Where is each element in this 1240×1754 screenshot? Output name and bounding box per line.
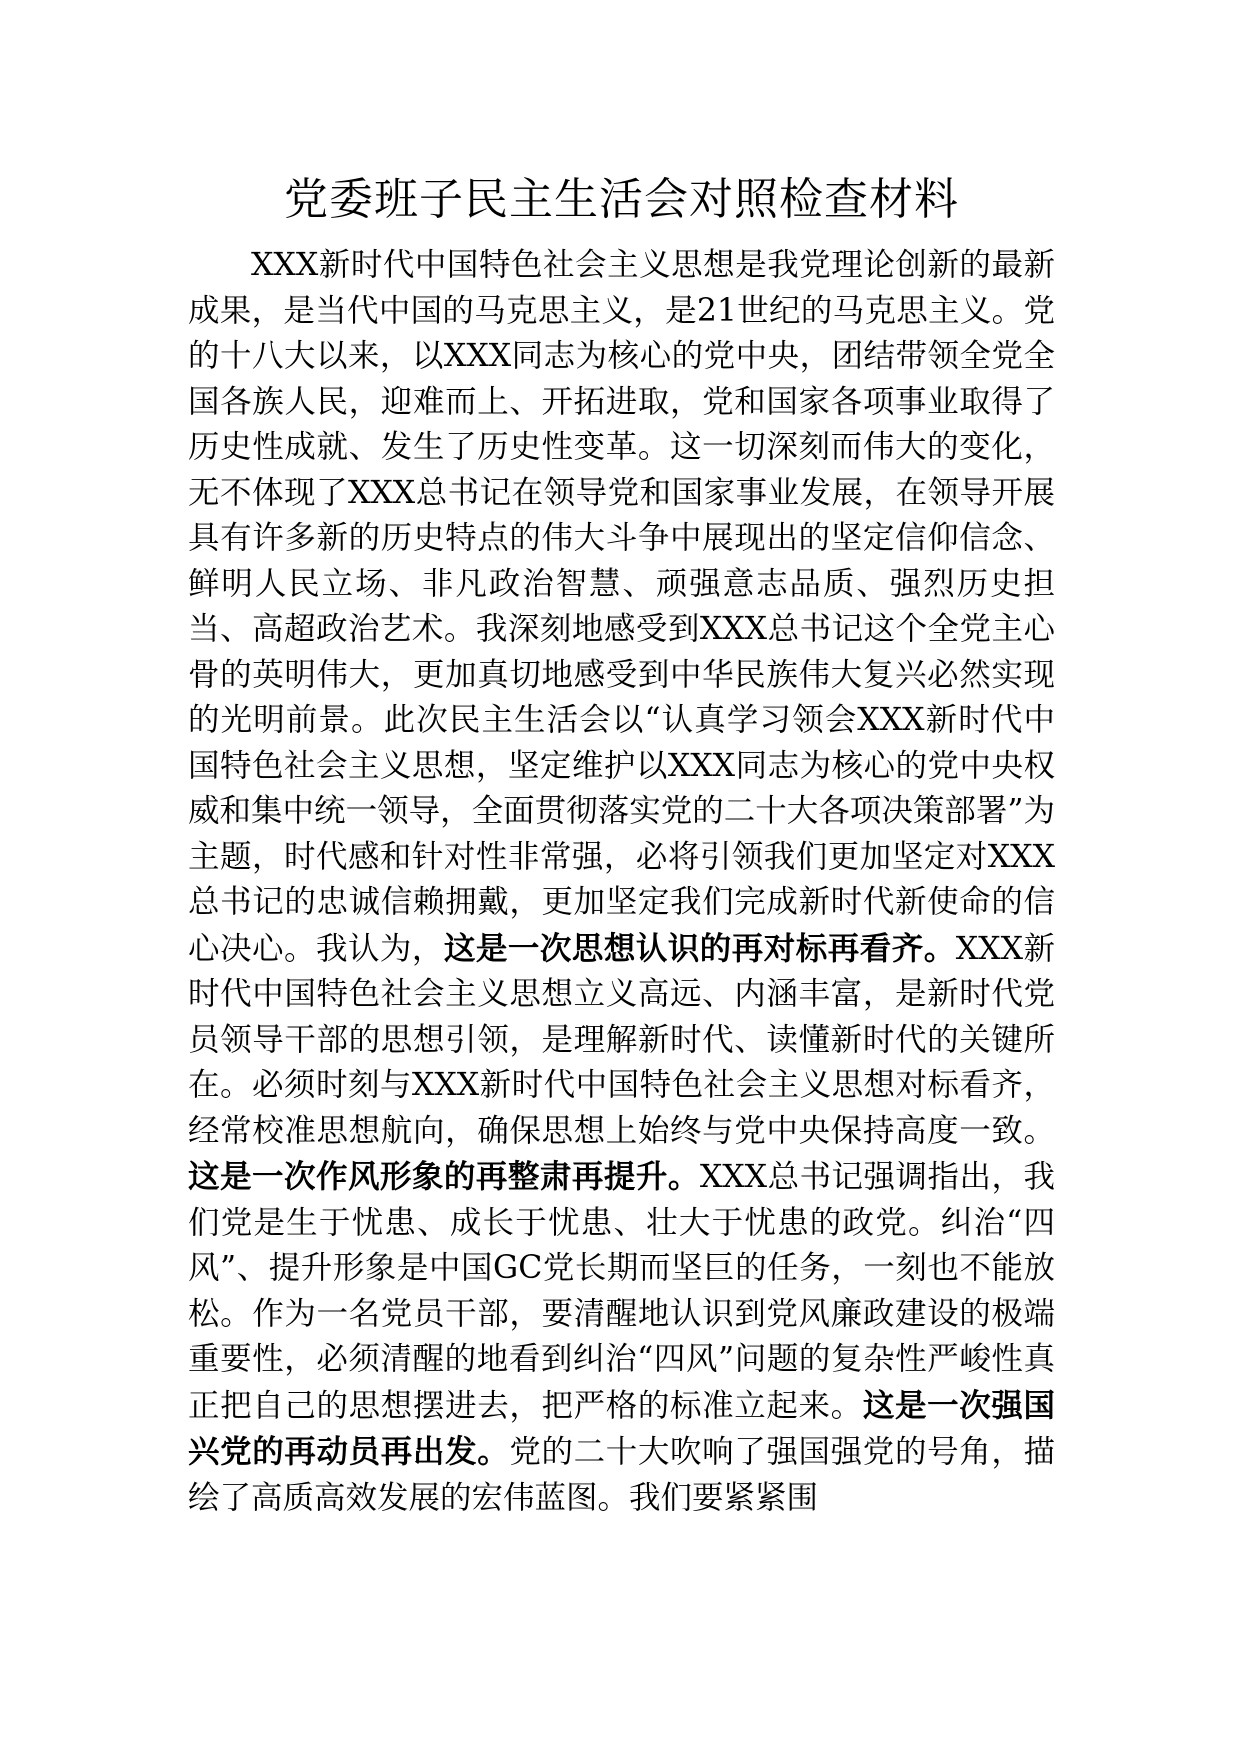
text-run: XXX新时代中国特色社会主义思想立义高远、内涵丰富，是新时代党员领导干部的思想引领，是理解新时代、读懂新时代的关键所在。必须时刻与XXX新时代中国特色社会主义思想对标看齐，经常校准思想航向，确保思想上始终与党中央保持高度一致。 [188,930,1055,1149]
text-run: XXX新时代中国特色社会主义思想是我党理论创新的最新成果，是当代中国的马克思主义，是21世纪的马克思主义。党的十八大以来，以XXX同志为核心的党中央，团结带领全党全国各族人民，迎难而上、开拓进取，党和国家各项事业取得了历史性成就、发生了历史性变革。这一切深刻而伟大的变化，无不体现了XXX总书记在领导党和国家事业发展，在领导开展具有许多新的历史特点的伟大斗争中展现出的坚定信仰信念、鲜明人民立场、非凡政治智慧、顽强意志品质、强烈历史担当、高超政治艺术。我深刻地感受到XXX总书记这个全党主心骨的英明伟大，更加真切地感受到中华民族伟大复兴必然实现的光明前景。此次民主生活会以“认真学习领会XXX新时代中国特色社会主义思想，坚定维护以XXX同志为核心的党中央权威和集中统一领导，全面贯彻落实党的二十大各项决策部署”为主题，时代感和针对性非常强，必将引领我们更加坚定对XXX总书记的忠诚信赖拥戴，更加坚定我们完成新时代新使命的信心决心。我认为， [188,247,1055,967]
document-title: 党委班子民主生活会对照检查材料 [284,174,959,225]
bold-key-point: 这是一次强国兴党的再动员再出发。 [188,1386,1055,1470]
text-run: 党的二十大吹响了强国强党的号角，描绘了高质高效发展的宏伟蓝图。我们要紧紧围 [188,1434,1055,1516]
bold-key-point: 这是一次作风形象的再整肃再提升。 [188,1158,700,1195]
text-run: XXX总书记强调指出，我们党是生于忧患、成长于忧患、壮大于忧患的政党。纠治“四风”、提升形象是中国GC党长期而坚巨的任务，一刻也不能放松。作为一名党员干部，要清醒地认识到党风廉政建设的极端重要性，必须清醒的地看到纠治“四风”问题的复杂性严峻性真正把自己的思想摆进去，把严格的标准立起来。 [188,1159,1055,1424]
body-paragraph [188,243,1055,1521]
bold-key-point: 这是一次思想认识的再对标再看齐。 [443,929,956,967]
